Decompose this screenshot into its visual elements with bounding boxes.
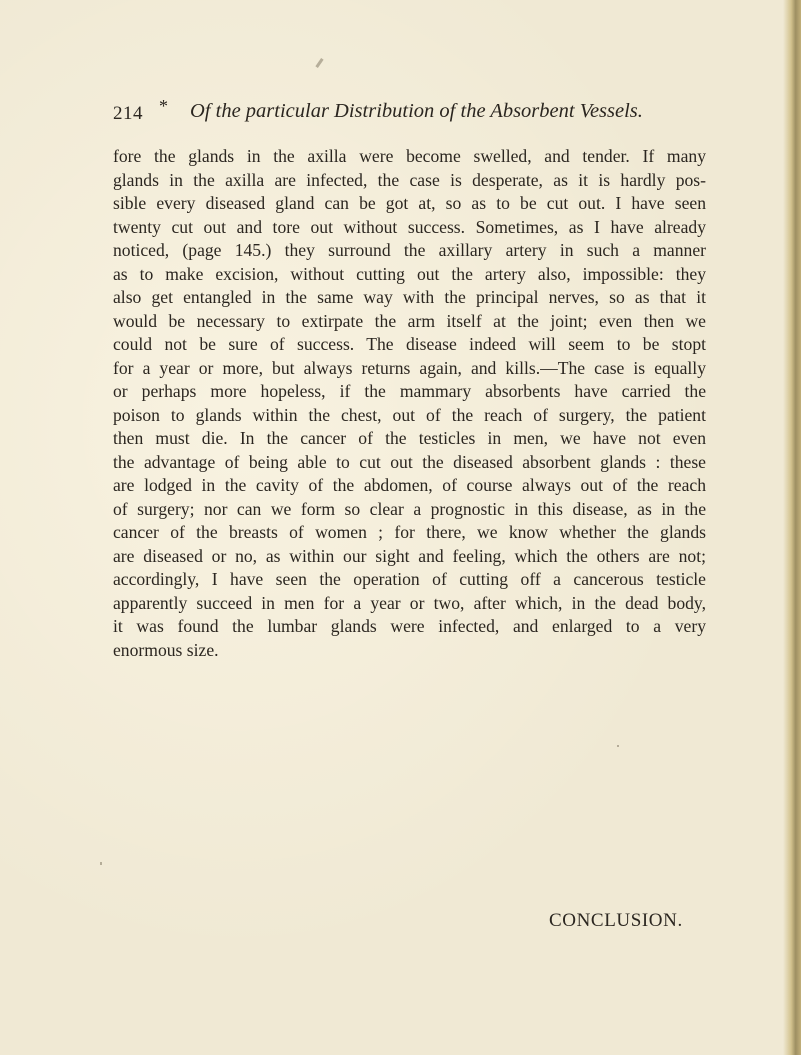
text-line: then must die. In the cancer of the testicles in men, we have not even — [113, 428, 706, 448]
text-line: of surgery; nor can we form so clear a prognostic in this disease, as in the — [113, 498, 706, 519]
text-line: sible every diseased gland can be got at, so as to be cut out. I have seen — [113, 193, 706, 213]
ink-speck — [617, 745, 619, 747]
page-header — [113, 96, 643, 130]
text-line: as to make excision, without cutting out the artery also, impossible: they — [113, 263, 706, 284]
ink-speck — [315, 58, 323, 68]
signature-mark: * — [159, 96, 168, 116]
text-line: are lodged in the cavity of the abdomen, of course always out of the reach — [113, 475, 706, 495]
text-line: noticed, (page 145.) they surround the axillary artery in such a manner — [113, 240, 706, 260]
page-edge — [783, 0, 801, 1055]
text-line: for a year or more, but always returns again, and kills.—The case is equally — [113, 357, 706, 378]
text-line: also get entangled in the same way with the principal nerves, so as that it — [113, 287, 706, 307]
text-line: twenty cut out and tore out without success. Sometimes, as I have already — [113, 216, 706, 237]
text-line: the advantage of being able to cut out the diseased absorbent glands : these — [113, 451, 706, 472]
text-line: accordingly, I have seen the operation of cutting off a cancerous testicle — [113, 569, 706, 589]
text-line: it was found the lumbar glands were infected, and enlarged to a very — [113, 616, 706, 636]
text-line: cancer of the breasts of women ; for there, we know whether the glands — [113, 522, 706, 542]
text-line: poison to glands within the chest, out of the reach of surgery, the patient — [113, 404, 706, 425]
text-line: could not be sure of success. The disease indeed will seem to be stopt — [113, 334, 706, 354]
text-line: or perhaps more hopeless, if the mammary absorbents have carried the — [113, 381, 706, 401]
text-line: fore the glands in the axilla were become swelled, and tender. If many — [113, 146, 706, 166]
running-head: Of the particular Distribution of the Absorbent Vessels. — [190, 100, 643, 122]
text-line: enormous size. — [113, 639, 219, 660]
text-line: would be necessary to extirpate the arm itself at the joint; even then we — [113, 310, 706, 331]
text-line: apparently succeed in men for a year or two, after which, in the dead body, — [113, 592, 706, 613]
page-number: 214 — [113, 103, 143, 124]
ink-speck — [100, 862, 102, 865]
text-line: glands in the axilla are infected, the case is desperate, as it is hardly pos- — [113, 169, 706, 190]
catchword: CONCLUSION. — [549, 910, 683, 931]
body-text — [113, 145, 706, 662]
text-line: are diseased or no, as within our sight and feeling, which the others are not; — [113, 545, 706, 566]
